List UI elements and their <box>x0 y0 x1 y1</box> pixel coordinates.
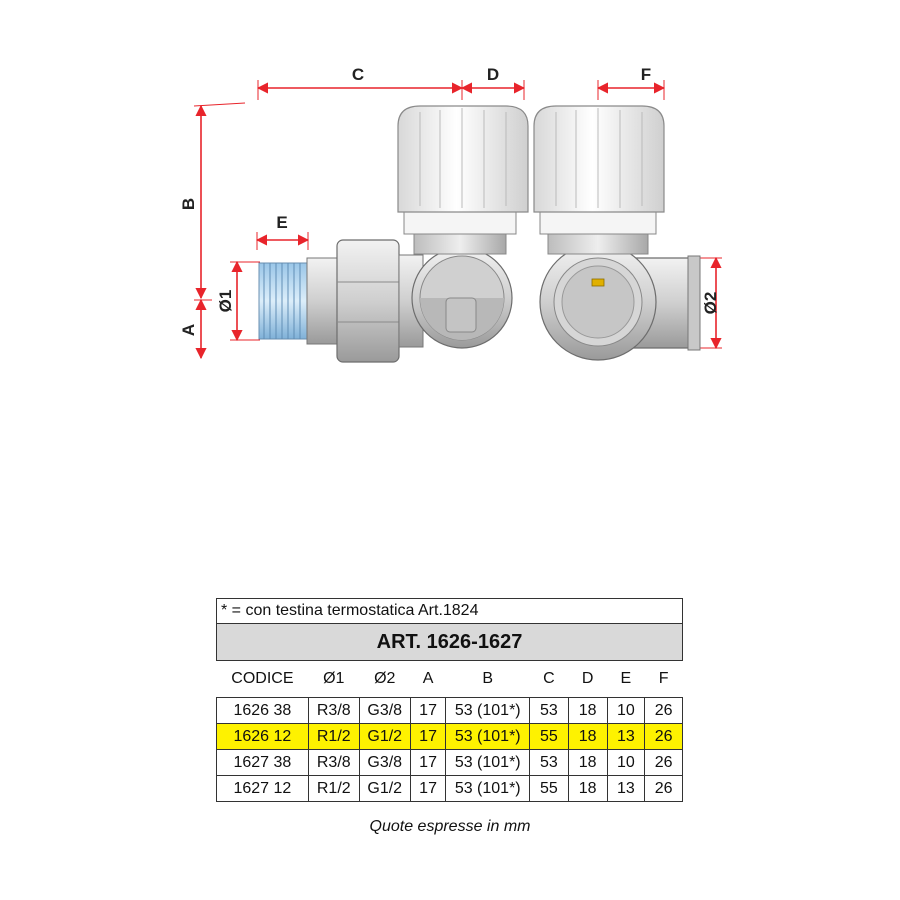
table-cell: 1627 12 <box>217 776 309 802</box>
table-cell: 18 <box>568 776 607 802</box>
table-cell: 53 <box>530 698 569 724</box>
table-cell: 55 <box>530 724 569 750</box>
table-cell: 53 <box>530 750 569 776</box>
table-cell: R1/2 <box>308 724 359 750</box>
dim-label-d: D <box>486 65 500 84</box>
table-cell: 26 <box>645 724 683 750</box>
table-cell: R3/8 <box>308 698 359 724</box>
header-d: D <box>581 670 594 687</box>
header-b: B <box>482 670 494 687</box>
valve-side-view <box>259 106 528 362</box>
table-cell: R1/2 <box>308 776 359 802</box>
table-header-row <box>217 661 683 698</box>
table-cell: 18 <box>568 698 607 724</box>
header-d2: Ø2 <box>374 670 396 687</box>
header-d1: Ø1 <box>323 670 345 687</box>
table-cell: 53 (101*) <box>446 724 530 750</box>
dim-label-b: B <box>179 197 198 211</box>
table-row <box>217 724 683 750</box>
table-row <box>217 776 683 802</box>
table-cell: 26 <box>645 698 683 724</box>
header-a: A <box>422 670 434 687</box>
table-cell: G3/8 <box>359 750 410 776</box>
table-cell: 17 <box>410 698 446 724</box>
table-cell: 10 <box>607 698 645 724</box>
dim-label-a: A <box>179 323 198 337</box>
table-cell: 53 (101*) <box>446 776 530 802</box>
table-cell: 13 <box>607 724 645 750</box>
table-cell: G3/8 <box>359 698 410 724</box>
table-cell: 1627 38 <box>217 750 309 776</box>
header-f: F <box>658 670 669 687</box>
table-cell: 53 (101*) <box>446 698 530 724</box>
header-codice: CODICE <box>231 670 294 687</box>
valve-front-view <box>534 106 700 360</box>
table-cell: 1626 12 <box>217 724 309 750</box>
header-c: C <box>543 670 555 687</box>
dim-label-d2: Ø2 <box>701 291 720 315</box>
dim-label-e: E <box>276 213 288 232</box>
table-cell: 26 <box>645 776 683 802</box>
table-row <box>217 698 683 724</box>
spec-table <box>216 598 683 802</box>
valve-technical-drawing <box>0 0 900 420</box>
table-note: * = con testina termostatica Art.1824 <box>217 599 683 624</box>
dim-label-f: F <box>640 65 652 84</box>
dim-label-c: C <box>351 65 365 84</box>
table-cell: 26 <box>645 750 683 776</box>
table-cell: G1/2 <box>359 776 410 802</box>
table-row <box>217 750 683 776</box>
table-cell: 10 <box>607 750 645 776</box>
table-cell: 17 <box>410 776 446 802</box>
table-cell: G1/2 <box>359 724 410 750</box>
table-cell: 53 (101*) <box>446 750 530 776</box>
table-cell: 17 <box>410 724 446 750</box>
table-cell: R3/8 <box>308 750 359 776</box>
table-cell: 55 <box>530 776 569 802</box>
table-cell: 18 <box>568 724 607 750</box>
footer-note: Quote espresse in mm <box>369 818 531 835</box>
table-cell: 1626 38 <box>217 698 309 724</box>
header-e: E <box>620 670 632 687</box>
table-cell: 17 <box>410 750 446 776</box>
table-title: ART. 1626-1627 <box>217 624 683 661</box>
table-cell: 18 <box>568 750 607 776</box>
table-cell: 13 <box>607 776 645 802</box>
dim-label-d1: Ø1 <box>216 289 235 313</box>
